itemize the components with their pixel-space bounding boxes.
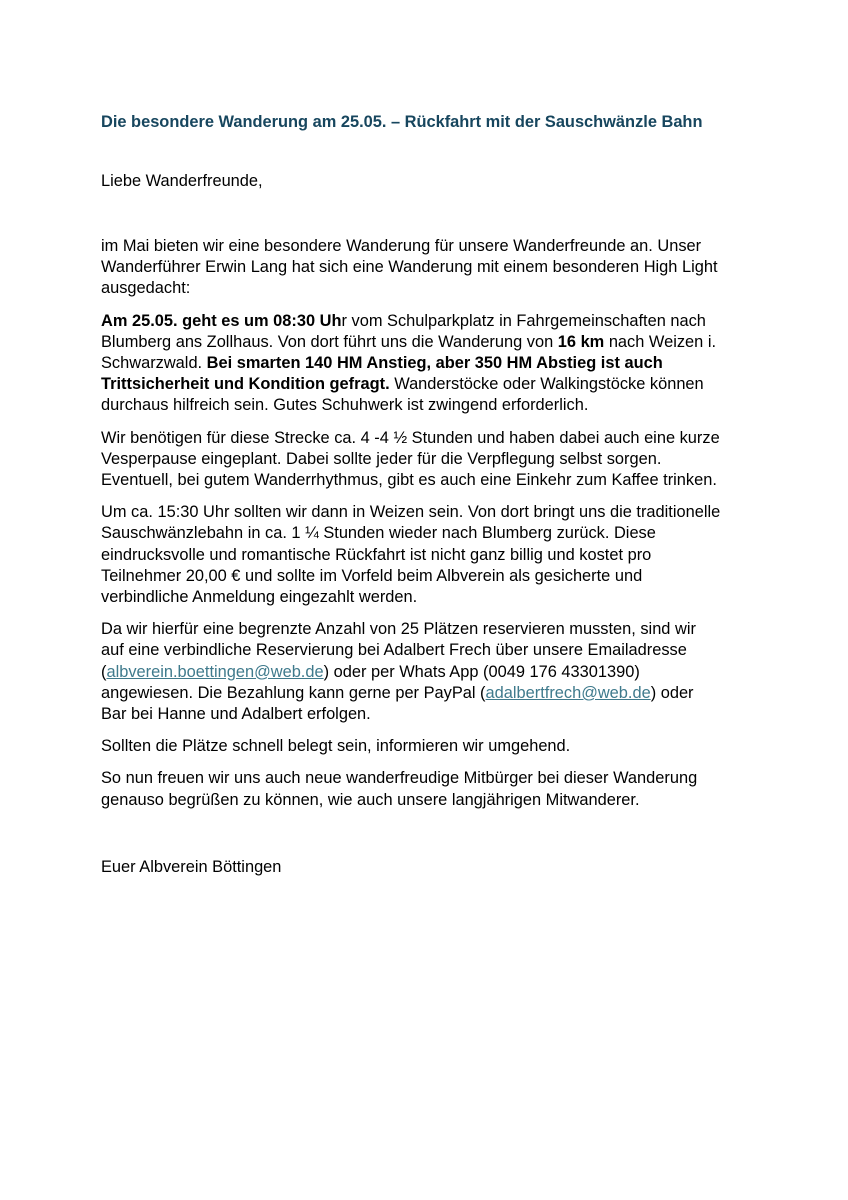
paragraph-availability: [101, 736, 761, 757]
paragraph-schedule: [101, 311, 761, 417]
text-span: r vom Schulparkplatz in Fahrgemeinschaften nach: [341, 311, 706, 330]
bold-distance: 16 km: [557, 332, 605, 351]
text-span: (: [101, 662, 107, 681]
text-span: nach Weizen i.: [604, 332, 717, 351]
text-span: Wanderstöcke oder Walkingstöcke können: [389, 375, 704, 394]
signature: Euer Albverein Böttingen: [101, 858, 282, 876]
paragraph-reservation: [101, 619, 761, 725]
text-line: [101, 374, 761, 395]
text-line: So nun freuen wir uns auch neue wanderfreudige Mitbürger bei dieser Wanderung: [101, 769, 698, 788]
paypal-email-link[interactable]: adalbertfrech@web.de: [485, 683, 651, 702]
text-line: eindrucksvolle und romantische Rückfahrt ist nicht ganz billig und kostet pro: [101, 545, 652, 564]
text-line: Vesperpause eingeplant. Dabei sollte jeder für die Verpflegung selbst sorgen.: [101, 449, 662, 468]
text-line: Wanderführer Erwin Lang hat sich eine Wanderung mit einem besonderen High Light: [101, 258, 718, 277]
text-span: ) oder per Whats App (0049 176 43301390): [323, 662, 640, 681]
text-span: Blumberg ans Zollhaus. Von dort führt uns die Wanderung von: [101, 332, 558, 351]
paragraph-duration: [101, 428, 761, 492]
bold-date-time: Am 25.05. geht es um 08:30 Uh: [101, 311, 342, 330]
text-line: Wir benötigen für diese Strecke ca. 4 -4 ½ Stunden und haben dabei auch eine kurze: [101, 428, 720, 447]
paragraph-closing: [101, 768, 761, 810]
text-line: [101, 353, 761, 374]
text-line: Um ca. 15:30 Uhr sollten wir dann in Weizen sein. Von dort bringt uns die traditionelle: [101, 503, 721, 522]
text-line: verbindliche Anmeldung eingezahlt werden.: [101, 588, 418, 607]
text-line: im Mai bieten wir eine besondere Wanderung für unsere Wanderfreunde an. Unser: [101, 237, 702, 255]
text-line: [101, 662, 761, 683]
text-line: ausgedacht:: [101, 279, 191, 298]
text-line: [101, 683, 761, 704]
bold-requirements: Trittsicherheit und Kondition gefragt.: [101, 375, 390, 394]
text-line: genauso begrüßen zu können, wie auch unsere langjährigen Mitwanderer.: [101, 790, 640, 809]
greeting: Liebe Wanderfreunde,: [101, 172, 263, 190]
text-line: Sauschwänzlebahn in ca. 1 ¼ Stunden wieder nach Blumberg zurück. Diese: [101, 524, 656, 543]
paragraph-intro: [101, 236, 761, 300]
text-line: [101, 332, 761, 353]
text-span: angewiesen. Die Bezahlung kann gerne per PayPal (: [101, 683, 486, 702]
text-line: Bar bei Hanne und Adalbert erfolgen.: [101, 705, 371, 724]
document-title: Die besondere Wanderung am 25.05. – Rückfahrt mit der Sauschwänzle Bahn: [101, 113, 703, 131]
text-line: auf eine verbindliche Reservierung bei Adalbert Frech über unsere Emailadresse: [101, 641, 687, 660]
text-line: durchaus hilfreich sein. Gutes Schuhwerk ist zwingend erforderlich.: [101, 396, 589, 415]
text-line: Da wir hierfür eine begrenzte Anzahl von 25 Plätzen reservieren mussten, sind wir: [101, 620, 696, 639]
email-link[interactable]: albverein.boettingen@web.de: [106, 662, 324, 681]
text-span: ) oder: [650, 683, 694, 702]
text-line: Sollten die Plätze schnell belegt sein, informieren wir umgehend.: [101, 737, 571, 756]
text-span: Schwarzwald.: [101, 354, 207, 373]
text-line: Teilnehmer 20,00 € und sollte im Vorfeld beim Albverein als gesicherte und: [101, 566, 643, 585]
paragraph-return-trip: [101, 502, 761, 608]
letter-body: [101, 236, 761, 822]
bold-elevation: Bei smarten 140 HM Anstieg, aber 350 HM Abstieg ist auch: [206, 354, 663, 373]
text-line: [101, 311, 761, 332]
text-line: Eventuell, bei gutem Wanderrhythmus, gibt es auch eine Einkehr zum Kaffee trinken.: [101, 471, 717, 490]
